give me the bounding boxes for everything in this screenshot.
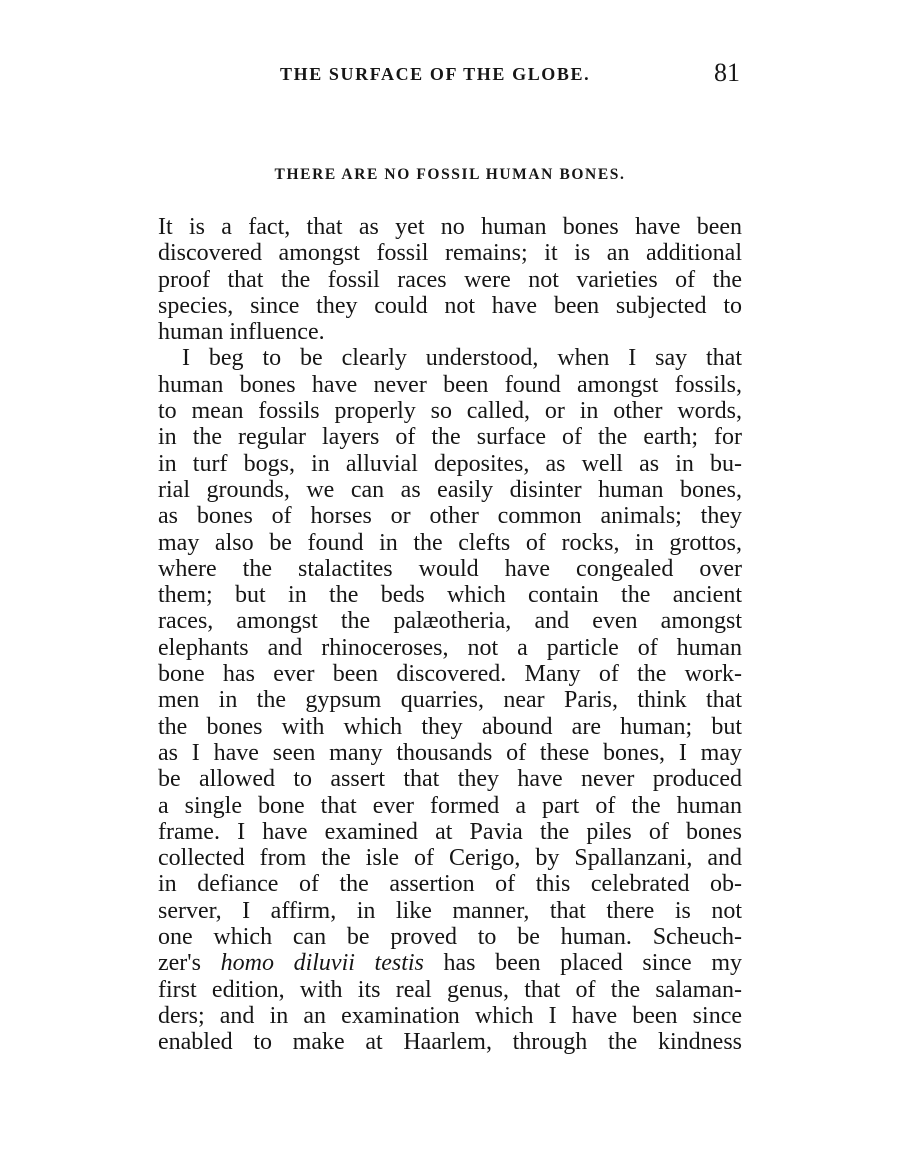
text-after-italic: has been placed since my [423,950,742,977]
text-line: them; but in the beds which contain the ancient [158,582,742,609]
text-line: as bones of horses or other common animals; they [158,503,742,530]
text-line: races, amongst the palæotheria, and even amongst [158,608,742,635]
text-line: species, since they could not have been subjected to [158,292,742,319]
text-line: I beg to be clearly understood, when I say that [182,345,742,372]
text-line-with-italic [158,950,742,976]
text-line: in defiance of the assertion of this celebrated ob- [158,871,742,898]
text-line: server, I affirm, in like manner, that there is not [158,897,742,924]
text-line: human influence. [158,319,325,346]
text-line: be allowed to assert that they have never produced [158,766,742,793]
text-line: It is a fact, that as yet no human bones have been [158,214,742,240]
text-line: collected from the isle of Cerigo, by Spallanzani, and [158,845,742,872]
text-line: in the regular layers of the surface of the earth; for [158,424,742,451]
text-line: as I have seen many thousands of these bones, I may [158,739,742,766]
section-heading: THERE ARE NO FOSSIL HUMAN BONES. [274,166,626,183]
text-line: bone has ever been discovered. Many of the work- [158,661,742,688]
text-line: frame. I have examined at Pavia the piles of bones [158,818,742,845]
text-line: proof that the fossil races were not varieties of the [158,266,742,293]
text-line: a single bone that ever formed a part of the human [158,792,742,819]
text-before-italic: zer's [158,950,221,977]
text-line: men in the gypsum quarries, near Paris, think that [158,687,742,714]
italic-title: homo diluvii testis [220,950,424,977]
text-line: where the stalactites would have congealed over [158,555,742,582]
running-head [160,58,740,92]
text-line: enabled to make at Haarlem, through the kindness [158,1029,742,1056]
text-line: one which can be proved to be human. Scheuch- [158,924,742,951]
running-title: THE SURFACE OF THE GLOBE. [280,64,591,84]
text-line: to mean fossils properly so called, or in other words, [158,398,742,425]
page-number: 81 [714,58,740,87]
text-line: ders; and in an examination which I have been since [158,1002,742,1029]
text-line: the bones with which they abound are human; but [158,713,742,740]
text-line: human bones have never been found amongst fossils, [158,371,742,398]
text-line: first edition, with its real genus, that of the salaman- [158,976,742,1003]
text-line: in turf bogs, in alluvial deposites, as well as in bu- [158,450,742,477]
text-line: may also be found in the clefts of rocks, in grottos, [158,529,742,556]
text-line: rial grounds, we can as easily disinter human bones, [158,476,742,503]
body-text [158,214,742,1056]
text-line: elephants and rhinoceroses, not a particle of human [158,634,742,661]
text-line: discovered amongst fossil remains; it is an additional [158,240,742,267]
